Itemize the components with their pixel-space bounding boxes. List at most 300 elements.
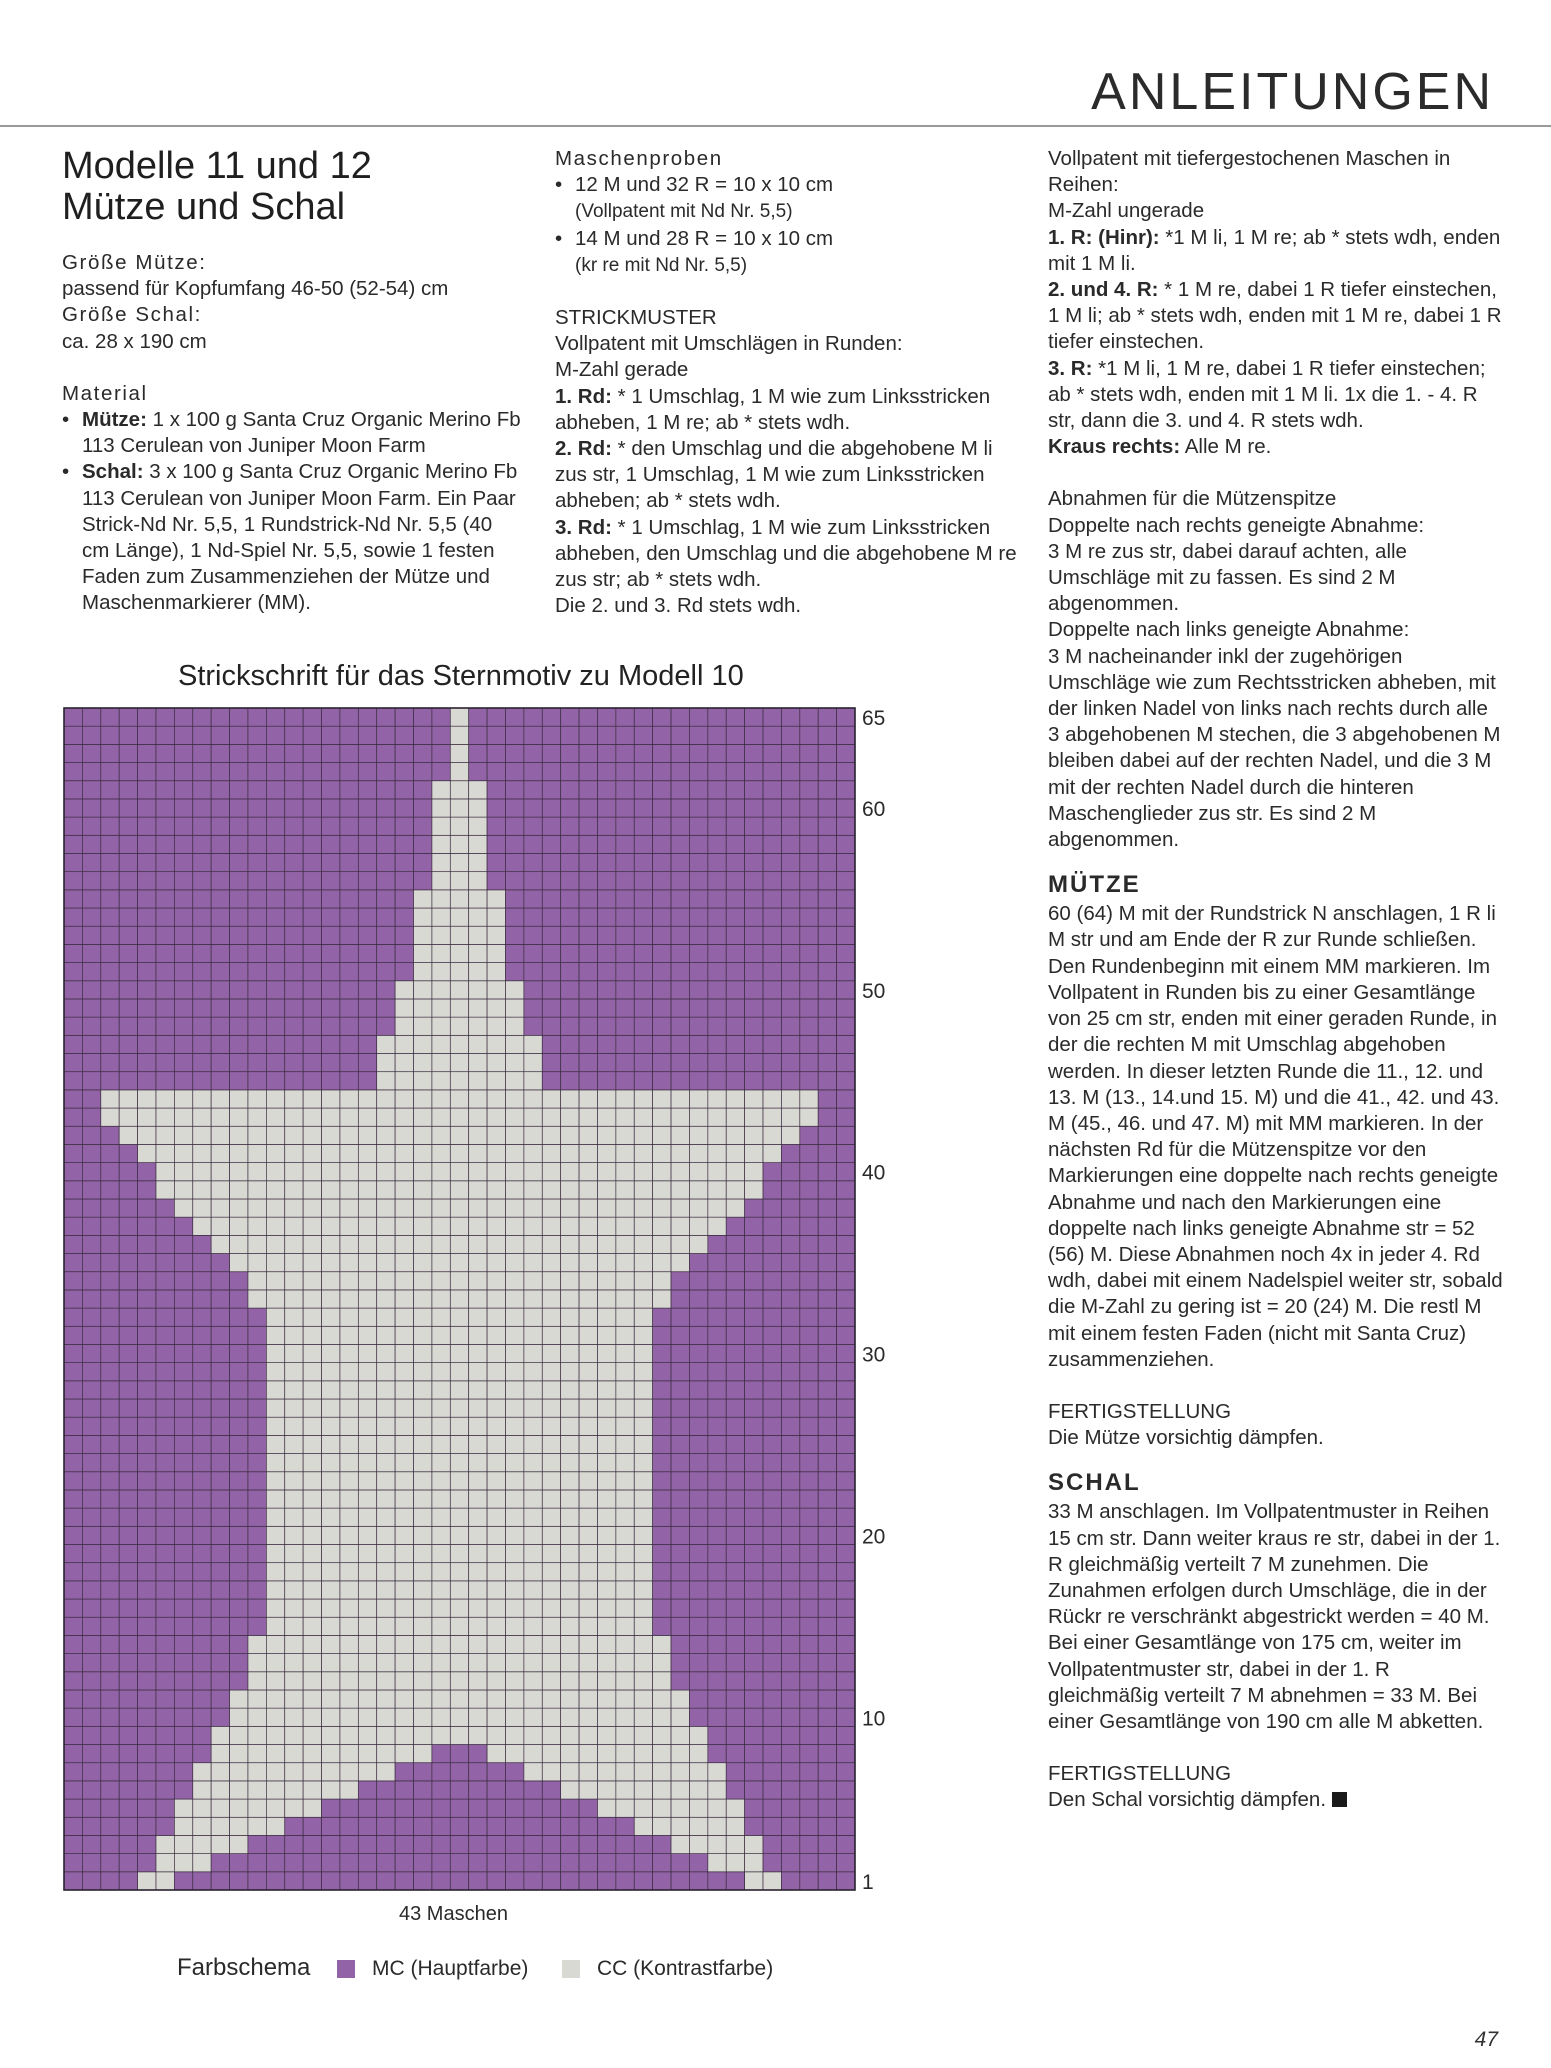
gauge-item-1: • 12 M und 32 R = 10 x 10 cm (Vollpatent mit Nd Nr. 5,5) [555,172,1025,225]
chart-cell-mc [837,1835,855,1853]
chart-cell-mc [763,1054,781,1072]
chart-cell-mc [119,1763,137,1781]
chart-cell-cc [469,1254,487,1272]
chart-cell-cc [542,1090,560,1108]
chart-cell-mc [597,853,615,871]
chart-cell-mc [597,890,615,908]
chart-cell-cc [634,1090,652,1108]
chart-cell-mc [597,1872,615,1890]
chart-cell-mc [64,1199,82,1217]
chart-cell-mc [689,1054,707,1072]
chart-cell-mc [763,1672,781,1690]
chart-cell-mc [248,999,266,1017]
chart-cell-mc [818,1872,836,1890]
chart-cell-mc [505,890,523,908]
chart-cell-cc [432,1672,450,1690]
chart-cell-mc [781,1854,799,1872]
chart-cell-mc [818,726,836,744]
chart-cell-mc [708,981,726,999]
chart-cell-mc [82,872,100,890]
chart-cell-mc [818,1617,836,1635]
chart-cell-mc [837,963,855,981]
chart-cell-cc [358,1126,376,1144]
chart-cell-mc [781,1708,799,1726]
chart-cell-cc [597,1290,615,1308]
chart-cell-mc [266,963,284,981]
chart-cell-mc [781,1617,799,1635]
chart-cell-mc [818,1726,836,1744]
chart-cell-cc [505,1708,523,1726]
chart-cell-mc [671,817,689,835]
chart-cell-mc [156,1454,174,1472]
chart-cell-cc [414,1235,432,1253]
chart-cell-mc [101,1254,119,1272]
chart-cell-mc [230,1035,248,1053]
chart-cell-mc [561,1854,579,1872]
chart-cell-mc [248,1472,266,1490]
chart-cell-mc [671,744,689,762]
chart-cell-cc [303,1381,321,1399]
chart-cell-mc [156,1690,174,1708]
chart-cell-mc [119,1290,137,1308]
chart-cell-cc [469,999,487,1017]
chart-cell-cc [377,1526,395,1544]
chart-cell-mc [781,1472,799,1490]
chart-cell-cc [156,1854,174,1872]
chart-cell-mc [138,1290,156,1308]
chart-cell-mc [818,1399,836,1417]
chart-cell-mc [597,944,615,962]
chart-cell-cc [653,1254,671,1272]
chart-cell-mc [82,1508,100,1526]
chart-cell-mc [818,1817,836,1835]
chart-cell-mc [689,1399,707,1417]
chart-cell-mc [119,1544,137,1562]
chart-cell-cc [579,1399,597,1417]
chart-cell-mc [156,1654,174,1672]
chart-cell-mc [395,708,413,726]
chart-cell-cc [248,1144,266,1162]
chart-cell-mc [634,781,652,799]
chart-cell-mc [616,999,634,1017]
chart-cell-mc [542,944,560,962]
chart-cell-mc [781,1817,799,1835]
dec-right-heading: Doppelte nach rechts geneigte Abnahme: [1048,513,1425,537]
chart-cell-mc [800,1054,818,1072]
chart-cell-mc [837,1690,855,1708]
chart-cell-cc [432,1417,450,1435]
chart-cell-cc [432,1381,450,1399]
chart-cell-cc [303,1508,321,1526]
chart-cell-cc [450,999,468,1017]
chart-cell-mc [524,981,542,999]
chart-cell-mc [818,1799,836,1817]
chart-cell-cc [487,1435,505,1453]
chart-cell-mc [432,726,450,744]
chart-cell-mc [248,1563,266,1581]
chart-cell-mc [837,1054,855,1072]
chart-cell-cc [266,1235,284,1253]
chart-cell-mc [193,1472,211,1490]
chart-cell-mc [653,799,671,817]
chart-cell-mc [174,999,192,1017]
chart-cell-mc [781,908,799,926]
chart-cell-cc [487,1563,505,1581]
chart-cell-cc [414,926,432,944]
chart-cell-cc [340,1417,358,1435]
chart-cell-cc [248,1217,266,1235]
chart-cell-cc [450,1472,468,1490]
chart-cell-mc [230,1363,248,1381]
chart-cell-cc [781,1090,799,1108]
chart-cell-mc [745,835,763,853]
chart-cell-mc [156,1817,174,1835]
chart-cell-cc [358,1435,376,1453]
chart-cell-cc [285,1763,303,1781]
chart-cell-cc [414,1090,432,1108]
chart-cell-mc [708,1290,726,1308]
chart-cell-cc [653,1181,671,1199]
chart-cell-mc [763,1035,781,1053]
chart-cell-mc [616,1872,634,1890]
chart-cell-mc [285,781,303,799]
chart-cell-mc [837,835,855,853]
chart-cell-mc [230,1526,248,1544]
chart-cell-mc [726,708,744,726]
chart-cell-cc [542,1163,560,1181]
chart-cell-cc [322,1199,340,1217]
chart-cell-mc [156,853,174,871]
chart-cell-cc [358,1508,376,1526]
chart-cell-mc [597,744,615,762]
chart-cell-mc [726,944,744,962]
chart-cell-cc [358,1163,376,1181]
chart-cell-cc [377,1181,395,1199]
chart-cell-mc [800,1308,818,1326]
chart-cell-mc [119,1326,137,1344]
chart-cell-mc [689,853,707,871]
chart-cell-mc [837,1344,855,1362]
chart-cell-mc [524,1817,542,1835]
chart-cell-mc [432,763,450,781]
chart-cell-cc [671,1181,689,1199]
chart-cell-cc [174,1126,192,1144]
chart-cell-mc [561,1054,579,1072]
chart-cell-mc [174,1435,192,1453]
chart-cell-mc [395,763,413,781]
chart-cell-cc [469,1726,487,1744]
chart-cell-cc [303,1544,321,1562]
chart-cell-mc [837,1072,855,1090]
chart-cell-mc [616,708,634,726]
chart-cell-mc [119,1054,137,1072]
chart-cell-cc [487,1181,505,1199]
chart-cell-mc [82,744,100,762]
chart-cell-cc [469,1563,487,1581]
chart-cell-cc [377,1290,395,1308]
chart-cell-cc [432,1072,450,1090]
chart-cell-cc [395,1108,413,1126]
chart-cell-mc [101,1617,119,1635]
chart-cell-cc [377,1235,395,1253]
chart-cell-cc [579,1745,597,1763]
chart-cell-cc [248,1126,266,1144]
chart-cell-cc [414,1017,432,1035]
chart-cell-cc [432,999,450,1017]
chart-cell-mc [248,1017,266,1035]
chart-cell-cc [634,1417,652,1435]
chart-cell-cc [450,1326,468,1344]
chart-cell-mc [616,726,634,744]
chart-cell-mc [745,1526,763,1544]
chart-cell-mc [101,708,119,726]
chart-cell-cc [450,1490,468,1508]
chart-cell-mc [837,1526,855,1544]
chart-cell-mc [726,890,744,908]
chart-cell-cc [266,1199,284,1217]
chart-cell-cc [469,1290,487,1308]
chart-cell-cc [616,1090,634,1108]
chart-cell-cc [542,1144,560,1162]
chart-cell-mc [138,1672,156,1690]
chart-cell-cc [358,1472,376,1490]
chart-cell-mc [193,1599,211,1617]
chart-cell-cc [230,1108,248,1126]
chart-cell-mc [322,981,340,999]
chart-cell-mc [138,1344,156,1362]
chart-cell-mc [230,1854,248,1872]
chart-cell-cc [505,1163,523,1181]
chart-cell-mc [745,1363,763,1381]
chart-cell-mc [561,944,579,962]
chart-cell-cc [303,1163,321,1181]
chart-cell-mc [579,890,597,908]
chart-cell-mc [671,1272,689,1290]
chart-cell-mc [230,944,248,962]
chart-cell-mc [322,999,340,1017]
chart-cell-mc [119,744,137,762]
chart-cell-mc [763,744,781,762]
chart-cell-mc [358,1835,376,1853]
chart-cell-mc [377,1799,395,1817]
chart-cell-cc [469,1090,487,1108]
chart-cell-mc [837,1272,855,1290]
chart-cell-mc [340,835,358,853]
chart-cell-mc [487,1872,505,1890]
chart-cell-cc [414,1544,432,1562]
chart-cell-mc [101,1126,119,1144]
chart-cell-mc [395,872,413,890]
chart-cell-cc [450,1199,468,1217]
chart-cell-mc [653,981,671,999]
chart-cell-mc [174,1072,192,1090]
chart-cell-mc [726,1454,744,1472]
chart-cell-mc [763,999,781,1017]
pattern-heading: STRICKMUSTER [555,306,717,330]
chart-cell-mc [101,1290,119,1308]
size-hat-value: passend für Kopfumfang 46-50 (52-54) cm [62,277,449,301]
chart-cell-mc [708,817,726,835]
chart-cell-mc [358,1854,376,1872]
chart-cell-cc [340,1526,358,1544]
chart-cell-mc [211,1690,229,1708]
chart-cell-mc [340,1035,358,1053]
chart-cell-cc [469,1381,487,1399]
chart-cell-cc [322,1672,340,1690]
chart-cell-mc [505,1799,523,1817]
chart-cell-mc [781,1399,799,1417]
chart-cell-mc [156,1763,174,1781]
chart-cell-mc [726,1708,744,1726]
chart-cell-mc [708,708,726,726]
chart-cell-mc [174,1254,192,1272]
chart-cell-cc [340,1508,358,1526]
chart-cell-mc [266,944,284,962]
chart-cell-mc [616,1017,634,1035]
chart-cell-mc [800,1599,818,1617]
chart-cell-mc [230,999,248,1017]
chart-cell-mc [634,1035,652,1053]
chart-cell-cc [653,1708,671,1726]
chart-cell-cc [248,1654,266,1672]
chart-cell-mc [763,1581,781,1599]
rows-heading: Vollpatent mit tiefergestochenen Maschen in Reihen: [1048,147,1451,197]
chart-cell-cc [432,1017,450,1035]
chart-cell-mc [837,1854,855,1872]
chart-cell-mc [837,1326,855,1344]
chart-cell-mc [377,1835,395,1853]
chart-cell-mc [101,1399,119,1417]
chart-cell-mc [542,1035,560,1053]
chart-cell-cc [322,1254,340,1272]
chart-cell-cc [487,1017,505,1035]
chart-cell-cc [450,963,468,981]
chart-cell-mc [82,1781,100,1799]
chart-cell-mc [689,744,707,762]
chart-cell-cc [450,1654,468,1672]
chart-cell-cc [230,1254,248,1272]
chart-cell-mc [671,890,689,908]
chart-cell-mc [524,872,542,890]
chart-cell-cc [377,1308,395,1326]
chart-cell-mc [119,763,137,781]
chart-cell-cc [524,1435,542,1453]
chart-cell-mc [64,926,82,944]
chart-cell-mc [211,763,229,781]
chart-cell-mc [763,1326,781,1344]
chart-cell-mc [616,926,634,944]
chart-cell-mc [340,744,358,762]
chart-cell-mc [505,763,523,781]
chart-cell-cc [726,1108,744,1126]
chart-cell-mc [837,1472,855,1490]
chart-cell-cc [266,1144,284,1162]
chart-cell-mc [561,908,579,926]
chart-cell-cc [524,1399,542,1417]
chart-cell-cc [395,1217,413,1235]
chart-cell-cc [524,1763,542,1781]
chart-cell-cc [579,1417,597,1435]
chart-cell-mc [211,817,229,835]
chart-cell-cc [597,1654,615,1672]
chart-cell-mc [781,926,799,944]
chart-cell-mc [340,981,358,999]
chart-cell-cc [377,1144,395,1162]
chart-cell-mc [781,999,799,1017]
chart-cell-mc [174,1308,192,1326]
chart-cell-cc [469,1599,487,1617]
chart-cell-mc [230,799,248,817]
chart-cell-mc [156,1544,174,1562]
chart-cell-cc [414,999,432,1017]
chart-cell-cc [524,1344,542,1362]
chart-cell-mc [450,1854,468,1872]
chart-cell-mc [542,1835,560,1853]
chart-cell-mc [174,1326,192,1344]
chart-cell-mc [101,1017,119,1035]
chart-cell-mc [487,781,505,799]
chart-cell-mc [726,1272,744,1290]
chart-cell-mc [837,1399,855,1417]
chart-cell-mc [248,763,266,781]
chart-cell-cc [671,1199,689,1217]
chart-cell-cc [469,1272,487,1290]
chart-cell-cc [671,1144,689,1162]
chart-cell-mc [763,1017,781,1035]
chart-cell-mc [119,1817,137,1835]
chart-cell-mc [82,908,100,926]
chart-cell-cc [266,1490,284,1508]
chart-cell-mc [487,817,505,835]
chart-cell-mc [414,1872,432,1890]
chart-cell-cc [616,1581,634,1599]
chart-cell-mc [726,1435,744,1453]
chart-cell-mc [616,944,634,962]
chart-cell-mc [763,1381,781,1399]
chart-cell-mc [450,1763,468,1781]
chart-cell-mc [230,835,248,853]
chart-cell-cc [542,1654,560,1672]
chart-cell-mc [542,708,560,726]
chart-cell-cc [616,1181,634,1199]
chart-cell-mc [64,817,82,835]
chart-cell-cc [524,1054,542,1072]
chart-cell-mc [671,1508,689,1526]
chart-cell-cc [542,1308,560,1326]
chart-cell-mc [119,708,137,726]
chart-cell-cc [579,1326,597,1344]
chart-cell-mc [156,799,174,817]
chart-cell-mc [597,763,615,781]
chart-cell-mc [285,763,303,781]
chart-cell-mc [156,781,174,799]
chart-cell-mc [193,1563,211,1581]
chart-cell-mc [469,1781,487,1799]
chart-cell-cc [689,1090,707,1108]
chart-cell-mc [745,1308,763,1326]
chart-cell-mc [395,726,413,744]
material-label: Material [62,381,148,405]
chart-cell-cc [211,1217,229,1235]
chart-cell-cc [358,1745,376,1763]
chart-cell-mc [524,799,542,817]
chart-cell-mc [193,890,211,908]
chart-cell-cc [358,1672,376,1690]
chart-cell-cc [248,1781,266,1799]
chart-cell-cc [230,1126,248,1144]
chart-cell-mc [322,1854,340,1872]
chart-cell-cc [800,1090,818,1108]
